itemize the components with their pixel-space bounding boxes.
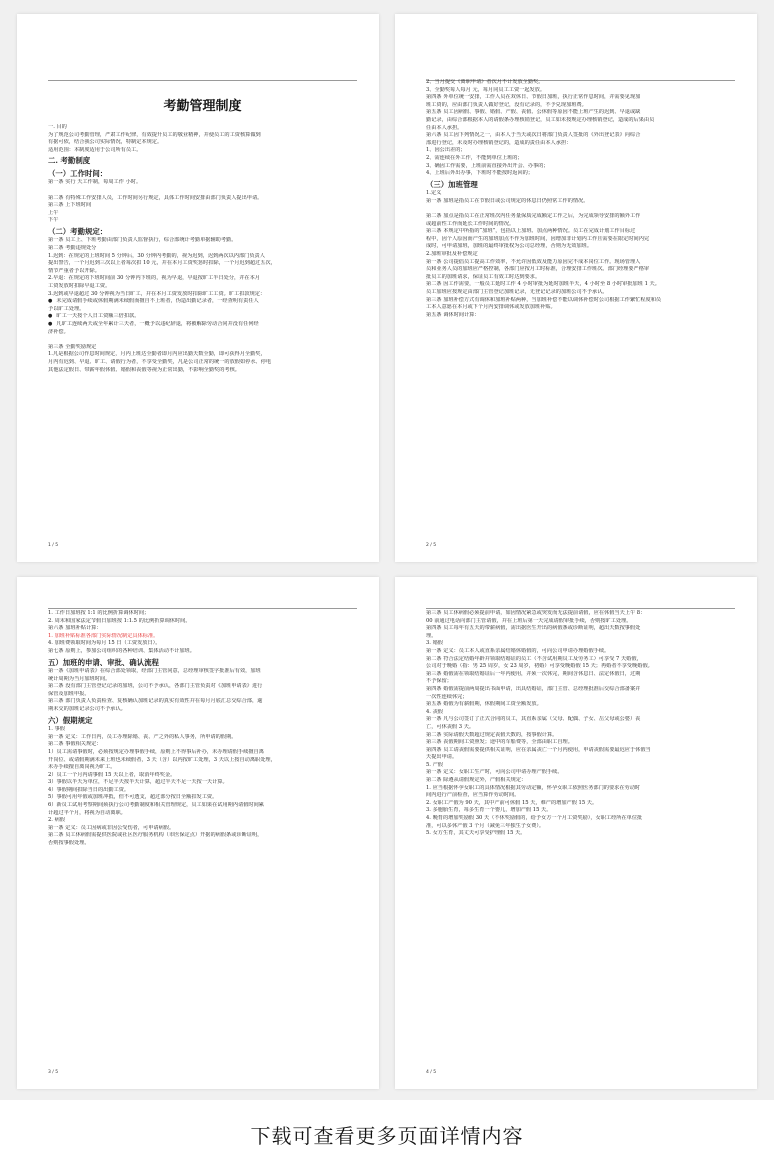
text-line: 第一条 加班是指员工在节假日或公司规定的休息日仍照常工作的情况。 — [426, 197, 589, 204]
text-line: 5）事假可用年假或加班冲抵，但不可透支，超过部分按日全额扣发工资。 — [48, 794, 218, 801]
text-line: 第三条 本规定中所指的“加班”，包括以上加班、加点两种情况。员工在完成计划工作目标过 — [426, 228, 636, 235]
text-line: 2. 病假 — [48, 817, 65, 824]
section-heading: （三）加班管理 — [426, 179, 478, 189]
page-body — [48, 124, 357, 374]
text-line: 统计周期为当月加班时间。 — [48, 675, 111, 682]
page-number: 4 / 5 — [426, 1070, 437, 1075]
text-line: 保管及加班申报。 — [48, 690, 90, 697]
text-line: 公司对于晚婚（指：男 25 周岁，女 23 周岁，初婚）可享受晚婚假 15 天；再婚者不享受晚婚假。 — [426, 663, 653, 670]
text-line: 5. 产假 — [426, 761, 443, 768]
text-line: 2.早退：在规定的下班时间前 30 分钟内下班的，视为早退，早退按旷工半日处分，并在本月 — [48, 275, 260, 282]
text-line: 3.迟到或早退超过 30 分钟视为当日旷工，并在本月工资发放时扣除旷工工资。旷工扣款规定： — [48, 290, 266, 297]
text-line: 为了规范公司考勤管理，严肃工作纪律，有效提升员工的敬业精神，并使员工的工资核算做到 — [48, 131, 261, 138]
download-more-banner[interactable]: 下载可查看更多页面详情内容 — [0, 1100, 774, 1168]
text-line: 第三条 加班补偿方式有调休和加班补贴两种，当加班补偿不能以调休补偿时公司根据工作繁忙程度和员 — [426, 296, 662, 303]
text-line: 3. 婚假 — [426, 640, 443, 647]
text-line: 第二条 符合法定结婚年龄并领取结婚证的员工（不含试用期员工及劳务工）可享受 7 天婚假， — [426, 655, 642, 662]
text-line: 1.定义 — [426, 190, 442, 197]
text-line: 第二条 事假相关规定： — [48, 741, 102, 748]
text-line: 情节严重者予以开除。 — [48, 267, 100, 274]
text-line: 第三条 员工休病假必须提前申请，如因情况紧急或突发而无法提前请假，应在休假当天上午 8： — [426, 610, 646, 616]
text-line: 第六条 员工因下列情况之一，由本人于当天或次日将部门负责人签批的《外出登记表》向综合 — [426, 132, 641, 139]
text-line: 第二条 除遵从请假规定外，产假相关规定： — [426, 777, 527, 784]
text-line: 6）新员工试用考察期间须执行公司考勤制度和相关管理规定，员工如果在试用期内请假时间累 — [48, 802, 264, 809]
text-line: 第四条 婚假需提前两周提出书面申请，出具结婚证，部门主管、总经理批准后交综合部备案并 — [426, 685, 641, 692]
text-line: 济补偿。 — [48, 328, 69, 335]
document-page-1 — [17, 14, 379, 562]
text-line: 2. 女职工产假为 90 天，其中产前可休假 15 天，难产的增加产假 15 天。 — [426, 799, 598, 806]
text-line: 第二条 考勤违规处分 — [48, 245, 97, 252]
text-line: 3）事假以半天为单位，不足半天按半天计算，超过半天不足一天按一天计算。 — [48, 779, 228, 786]
page-body — [48, 610, 357, 848]
text-line: 第四条 员工每年有五天的带薪病假，需出据医生开出的病假条或诊断证明，超出天数按事假处 — [426, 625, 641, 632]
text-line: 第三条 婚假需在领取结婚证后一年内使用，并须一次休完，期间含休息日、法定休假日，过期 — [426, 670, 641, 677]
text-line: 准，可以多休产假 3 个月（减免三年独生子女费）。 — [426, 822, 545, 829]
text-line: 3. 多胞胎生育，每多生育一个婴儿，增加产假 15 天。 — [426, 807, 552, 814]
text-line: 2.加班审批及补偿规定 — [426, 250, 478, 257]
text-line: 4. 丧假 — [426, 708, 443, 715]
text-line: 00 前通过电话向部门主管请假，并在上班后第一天完成请假审批手续，否则按旷工处理。 — [426, 617, 632, 624]
text-line: 班工资的，应由部门负责人做好登记，没有记录的，不予兑现加班费。 — [426, 101, 587, 108]
text-line: 第一条 员工上、下班考勤由部门负责人监督执行，综合部统计考勤单据辅助考勤。 — [48, 237, 237, 244]
text-line: 第一条 定义：工作日内，员工办理除婚、丧、产之外的私人事务，所申请的假期。 — [48, 733, 237, 740]
text-line: 1. 工作日加班按 1:1 的比例折算调休时间； — [48, 610, 150, 616]
text-line: 2、当月提交《离职申请》者次月不计发放全勤奖。 — [426, 79, 544, 85]
text-line: 第二条 加点是指员工在正常班次内任务量保质完成额定工作之后，为完成领导安排的额外工作 — [426, 213, 641, 219]
text-line: 4. 晚育的增加奖励假 30 天（不休奖励假的，给予女方一个月工资奖励），女职工经所在单位批 — [426, 815, 643, 822]
text-line: 1. 事假 — [48, 726, 65, 733]
text-line: 第一条 定义：员工因病或非因公受伤者，可申请病假。 — [48, 824, 175, 831]
text-line: 1）员工需请事假时，必须按规定办理事假手续，原则上不得事后补办，未办理请假手续擅自离 — [48, 748, 264, 755]
text-line: 月内有迟到、早退、旷工、请假行为者，不享受全勤奖，凡是公司正常的统一的放假如停水、停电 — [48, 358, 272, 365]
text-line: 有据可依，结合我公司实际情况，特制定本规定。 — [48, 139, 163, 146]
page-header-rule — [48, 608, 357, 609]
page-header-rule — [426, 608, 735, 609]
text-line: 批员工的加班请求，保证员工有效工时达到要求。 — [426, 273, 541, 280]
text-line: ● 旷工一天按个人日工资额三倍扣款。 — [48, 313, 357, 321]
text-line: 下午 — [48, 217, 59, 224]
text-line: 2、需连续在外工作，不能到单位上班的； — [426, 154, 523, 161]
text-line: 2）员工一个月内请事假 15 天以上者，取消年终奖金。 — [48, 771, 176, 778]
text-line: 第一条 凡与公司签订了正式合同的员工，其直系亲属（父母、配偶、子女、岳父母或公婆）丧 — [426, 716, 641, 723]
text-line: 员和业务人员的加班应严格控制，各部门应按月工时标准，合理安排工作班次。部门经理要严格审 — [426, 266, 650, 273]
document-page-3 — [17, 577, 379, 1089]
text-line: 第一条 实行 天工作制，每周工作 小时。 — [48, 179, 142, 186]
text-line: 理。 — [426, 632, 437, 639]
text-line: 1. 加班补贴标准各部门实际情况制定具体标准。 — [48, 632, 159, 639]
page-number: 3 / 5 — [48, 1070, 59, 1075]
text-line: 第二条 实际请假天数超过规定丧假天数的，按事假计算。 — [426, 731, 558, 738]
text-line: 第二条 没有部门主管登记记录的加班，公司不予承认，各部门主管负责对《加班申请表》进行 — [48, 683, 263, 690]
text-line: 第二条 有特殊工作安排人员，工作时间另行规定，具体工作时间安排由部门负责人提出申请。 — [48, 194, 263, 201]
text-line: 第三条 上下班时间 — [48, 202, 92, 209]
text-line: 工本人意愿在本月或下个月内安排调休或发放加班补贴。 — [426, 304, 556, 311]
text-line: 1.迟到：在规定的上班时间 5 分钟后，30 分钟内考勤的，视为迟到，迟到两次以内部门负责人 — [48, 252, 265, 259]
text-line — [48, 187, 357, 195]
section-heading: （一）工作时间： — [48, 168, 108, 178]
text-line: 第五条 员工因病假、事假、婚假、产假、丧假、公休假等原因不能上班产生的迟到、早退或缺 — [426, 109, 641, 116]
text-line: 第六条 加班补贴计算： — [48, 625, 102, 632]
text-line: 第三条 全勤奖励规定 — [48, 343, 97, 350]
text-line: 1. 应当根据怀孕女职工的具体情况根据其劳动定额，怀孕女职工依照医务部门的要求在劳动时 — [426, 784, 641, 791]
section-heading: （二）考勤规定： — [48, 226, 108, 236]
text-line — [426, 205, 735, 213]
text-line: 开岗位、或请假期满未来上班也未续假者，3 天（含）以内按旷工处理，3 天以上按自动离职处理， — [48, 756, 276, 763]
text-line — [48, 336, 357, 344]
text-line: 第四条 外单位统一安排，工作人员在双休日、节假日加班，执行正常作息时间，并需要见现加 — [426, 94, 641, 101]
text-line: 4. 加班费领取时间为每月 15 日（工资发放日）。 — [48, 640, 161, 647]
text-line: 部进行登记，未及时办理核销登记的，造成的责任由本人承担： — [426, 139, 572, 146]
text-line: 亡，可休丧假 3 天。 — [426, 723, 475, 730]
text-line: 4、上班后外出办事，下班时不能按时返回的； — [426, 170, 534, 177]
text-line: 期未交的加班记录公司不予承认。 — [48, 706, 126, 713]
text-line: 第一条 公司提倡员工提高工作效率，不允许因低效及能力原因完不成本岗位工作。现场管理人 — [426, 258, 641, 265]
text-line: 第四条 员工请丧假需要提供相关证明，应在亲属丧亡一个月内使用，申请丧假需要最迟应于休假当 — [426, 746, 651, 753]
text-line: 其他法定假日、带薪年假休假、婚假和丧假等视为正常出勤，不影响全勤奖的考核。 — [48, 366, 240, 373]
text-line: 否则按事假处理。 — [48, 840, 90, 847]
section-heading: 二. 考勤制度 — [48, 156, 91, 166]
text-line: 提出警告，一个月迟到三次以上者每次扣 10 元，并在本月工资奖惩时扣除，一个月迟到超过五次， — [48, 260, 276, 267]
text-line: 未办手续擅自离岗视为旷工。 — [48, 764, 116, 771]
text-line: 上午 — [48, 209, 59, 216]
text-line: 天提出申请。 — [426, 754, 458, 761]
text-line: 4）事假期间扣除当日的出勤工资。 — [48, 786, 130, 793]
document-page-4 — [395, 577, 757, 1089]
text-line: 间内进行产前检查，应当算作劳动时间。 — [426, 792, 520, 799]
page-body — [426, 79, 735, 319]
text-line: 第二条 员工休病假需提供医院或社区医疗服务机构（市医保定点）开据的病假条或诊断证明， — [48, 832, 263, 839]
text-line: 工资发放时扣除早退工资。 — [48, 283, 111, 289]
page-body — [426, 610, 735, 838]
text-line: 第一条《加班申请表》在综合部处领取，经部门主管同意，总经理审核签字批准后有效，加班 — [48, 668, 261, 675]
text-line: 2. 周末和国家法定节假日加班按 1:1.5 的比例折算调休时间。 — [48, 617, 191, 624]
section-heading: 六）假期规定 — [48, 715, 93, 725]
text-line: 1、因公出差的； — [426, 147, 466, 154]
text-line: 适用范围：本制度适用于公司所有员工。 — [48, 146, 142, 153]
text-line: 成时，可申请加班，加班的最终审批权为公司总经理，否则为无效加班。 — [426, 243, 593, 250]
text-line: 3、确因工作需要，上班前需直接外出开会、办事的； — [426, 162, 549, 169]
text-line: ● 未完成请假手续或休假期满未续假而擅自不上班者，伪造出勤记录者，一经查明有责任人 — [48, 298, 357, 306]
document-title: 考勤管理制度 — [163, 99, 242, 114]
text-line: 程中，因个人原因而产生的加班加点不作为加班时间，因增加非计划内工作且需要在限定时间内完 — [426, 235, 650, 242]
text-line: 1.凡是根据公司作息时间规定，月内上班达全勤者即月内应出勤天数全勤，即可获得月全勤奖， — [48, 351, 266, 358]
text-line: ● 凡旷工连续两天或全年累计三天者，一概予以违纪辞退，将被解除劳动合同并没有任何经 — [48, 321, 357, 329]
text-line: 予以旷工处理。 — [48, 305, 85, 312]
text-line: 第三条 部门负责人负责检查、复核确认加班记录的真实有效性并在每月月底汇总交综合部，逾 — [48, 698, 263, 705]
document-page-2 — [395, 14, 757, 562]
text-line: 第五条 婚假为有薪假期，休假期间工资全额发放。 — [426, 701, 542, 708]
text-line: 任由本人承担。 — [426, 124, 463, 131]
text-line: 计超过半个月，将视为自动离职。 — [48, 809, 126, 816]
text-line: 员工加班应按规定由部门主管登记加班记录，无登记记录的加班公司不予承认。 — [426, 288, 608, 295]
page-number: 2 / 5 — [426, 543, 437, 548]
text-line: 第一条 定义：员工本人或直系亲属结婚休婚假的，可向公司申请办理婚假手续。 — [426, 647, 610, 654]
text-line: 第二条 因工作需要，一般员工延时工作 4 小时审批为延时加班半天，4 小时至 8 小时审批加班 1 天。 — [426, 281, 660, 288]
text-line: 勤记录，由综合部根据本人的请假条办理核销登记，员工如未按规定办理核销登记，造成的后果由员 — [426, 116, 655, 123]
section-heading: 五）加班的申请、审批、确认流程 — [48, 657, 159, 667]
page-number: 1 / 5 — [48, 543, 59, 548]
text-line: 第三条 丧假期间工资照发；途中的车船费等，全部由职工自理。 — [426, 739, 573, 746]
text-line: 第一条 定义：女职工生产时，可向公司申请办理产假手续。 — [426, 769, 563, 776]
text-line: 不予保留； — [426, 678, 452, 685]
text-line: 第五条 调休时间计算： — [426, 311, 480, 318]
text-line: 或超前性工作而延长工作时间的情况。 — [426, 220, 515, 227]
text-line: 3、全勤奖每人每月 元，每月同员工工资一起发放。 — [426, 86, 546, 93]
text-line: 第七条 原则上，参加公司组织的各种培训、集体活动不计加班。 — [48, 647, 195, 654]
text-line: 一. 目的 — [48, 124, 67, 130]
text-line: 一次性连续休完； — [426, 693, 468, 700]
text-line: 5. 女方生育，其丈夫可享受护理假 15 天。 — [426, 830, 526, 837]
